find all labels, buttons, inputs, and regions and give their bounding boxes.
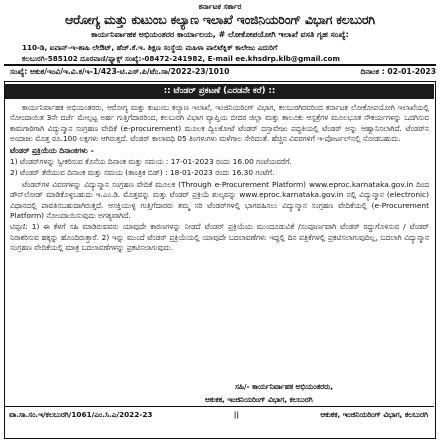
notice-body [10,103,429,255]
notice-box [4,81,436,439]
header-divider [4,64,436,66]
notice-paragraph-1: ಕಾರ್ಯನಿರ್ವಾಹಕ ಅಭಿಯಂತರರು, ಆರೋಗ್ಯ ಮತ್ತು ಕುಟುಂಬ ಕಲ್ಯಾಣ ಇಲಾಖೆ, ಇಂಜಿನಿಯರಿಂಗ್ ವಿಭಾಗ, ಕಲಬುರಗಿರವರಿಂದ ಕರ್ನಾಟಕ ಲೋಕೋಪಯೋಗಿ ಇಲಾಖೆಯಲ್ಲಿ ನೋಂದಾಯಿತ 3ನೇ ದರ್ಜೆ ಮೇಲ್ಪಟ್ಟ ಅರ್ಹ ಗುತ್ತಿಗೆದಾರರಿಂದ, ಕಲಬುರಗಿ ವಿಭಾಗ ವ್ಯಾಪ್ತಿಯ ಬೀದರ ಜಿಲ್ಲಾ ಮತ್ತು ತಾಲೂಕು ಆಸ್ಪತ್ರೆಗಳ ಮೂಲಭೂತ ಸೌಕರ್ಯಗಳನ್ನು ಒದಗಿಸುವ ಕಾಮಗಾರಿಗಾಗಿ ವಿದ್ಯುನ್ಮಾನ ಸಂಗ್ರಹಣ ವೇದಿಕೆ (e-procurement) ಮೂಲಕ ದ್ವಿಲಕೋಟೆ ಟೆಂಡರ್ ದಸ್ತಾವೇಜು ಪದ್ಧತಿಯಲ್ಲಿ ಟೆಂಡರ್ ಅನ್ನು ಆಹ್ವಾನಿಸಲಾಗಿದೆ. ಟೆಂಡರ್‌ನ ಅಂದಾಜು ಮೊತ್ತ ರೂ.100 ಲಕ್ಷಗಳು ಆಗಿರುತ್ತದೆ. ಟೆಂಡರ್ ಕಾಲಾವಧಿ 05 ತಿಂಗಳುಗಳು ಮಳೆಗಾಲ ಸೇರಿದಂತೆ. ಹೆಚ್ಚಿನ ವಿವರಗಳಿಗೆ ಇ-ಪೋರ್ಟಲ್‌ನಲ್ಲಿ ನೋಡಬಹುದು. [10,103,429,144]
signature-line-1: ಸಹಿ/- ಕಾರ್ಯನಿರ್ವಾಹಕ ಅಭಿಯಂತರರು, [235,382,333,391]
footer-row [9,410,428,420]
notice-paragraph-2: ಟೆಂಡರ್‌ಗಳ ವಿವರಗಳನ್ನು ವಿದ್ಯುನ್ಮಾನ ಸಂಗ್ರಹಣ ವೇದಿಕೆ ಮೂಲಕ (Through e-Procurement Platform) www.eproc.karnataka.gov.in ದಿಂದ ಡೌನ್‌ಲೋಡ್ ಮಾಡಿಕೊಳ್ಳಬಹುದು ಇ.ಎಂ.ಡಿ. ಮೊತ್ತವನ್ನು ಮತ್ತು ಟೆಂಡರ್ ಪ್ರಕ್ರಿಯೆ ಶುಲ್ಕವನ್ನು www.eproc.karnataka.gov.in ನಲ್ಲಿ ವಿದ್ಯುನ್ಮಾನ (electronic) ವಿಧಾನದಲ್ಲಿ ಪಾವತಿಸಬಹುದಾಗಿರುತ್ತದೆ. ಆಸಕ್ತಿಯುಳ್ಳ ಗುತ್ತಿಗೆದಾರರು ತಮ್ಮ ಸರಿ ಟೆಂಡರ್‌ಗಳಲ್ಲಿ ಭಾಗವಹಿಸಲು ವಿದ್ಯುನ್ಮಾನ ಸಂಗ್ರಹಣ ವೇದಿಕೆಯಲ್ಲಿ (e-Procurement Platform) ನೋಂದಾಯಿಸುವುದು ಅಗತ್ಯವಾಗಿದೆ. [10,179,429,221]
signature-line-2: ಆಕುಕಕ, ಇಂಜಿನಿಯರಿಂಗ್ ವಿಭಾಗ, ಕಲಬುರಗಿ [205,395,313,404]
footer-divider [5,406,434,407]
reference-number: ಸಂಖ್ಯೆ: ಆಕುಕ/ಇಂವಿ/ಇ.ವಿ.ಕ/ಇ-1/423-ಟಿ.ಎಸ್.ಪಿ/ಟೆಂ.ಸಾ/2022-23/1010 [10,67,230,76]
address-line-1: 110-ಡಿ, ಐವಾನ್-ಇ-ಶಾಹಿ ಲೇಔಟ್, ಹೆಚ್.ಕೆ.ಇ. ಶಿಕ್ಷಣ ಸಂಸ್ಥೆಯ ಮಹಿಳಾ ಪಾಲಿಟೆಕ್ನಿಕ್ ಕಾಲೇಜು ಎದುರಿಗೆ [22,43,278,52]
tender-dates-heading: ಟೆಂಡರ್ ಪ್ರಕ್ರಿಯೆಯ ದಿನಾಂಕಗಳು – [10,145,95,155]
tender-date-2: 2) ಟೆಂಡರ್ ತೆರೆಯುವ ದಿನಾಂಕ ಮತ್ತು ಸಮಯ (ತಾಂತ್ರಿಕ ಬಿಡ್) : 18-01-2023 ರಂದು 16.30 ಗಂಟೆಗೆ. [10,168,275,178]
address-line-2: ಕಲಬುರಗಿ-585102 ದೂರವಾಣಿ/ಫ್ಯಾಕ್ಸ್ ಸಂಖ್ಯೆ:-08472-241982, E-mail ee.khsdrp.klb@gmail.com [22,54,340,63]
govt-label: ಕರ್ನಾಟಕ ಸರ್ಕಾರ [198,2,242,11]
reference-row [10,67,436,77]
office-line: ಕಾರ್ಯನಿರ್ವಾಹಕ ಅಭಿಯಂತರರ ಕಾರ್ಯಾಲಯ, # ಲೋಕೋಪಯೋಗಿ ಇಲಾಖೆ ವಸತಿ ಗೃಹ ಸಂಖ್ಯೆ: [91,30,349,39]
notice-heading: :: ಟೆಂಡರ್ ಪ್ರಕಟಣೆ (ಎರಡನೇ ಕರೆ) :: [5,84,434,99]
footer-office: ಆಕುಕಕ, ಇಂಜಿನಿಯರಿಂಗ್ ವಿಭಾಗ, ಕಲಬುರಗಿ [320,410,428,419]
tender-date-1: 1) ಟೆಂಡರ್‌ಗಳನ್ನು ಸ್ವೀಕರಿಸುವ ಕೊನೆಯ ದಿನಾಂಕ ಮತ್ತು ಸಮಯ : 17-01-2023 ರಂದು 16.00 ಗಂಟೆಯವರೆಗೆ. [10,157,292,167]
footer-code: ವಾ.ಸಾ.ಸಂ.ಇ/ಕಲಬುರಗಿ/1061/ಎಂ.ಸಿ.ಎ/2022-23 [9,410,153,419]
notice-note: ಟಿಪ್ಪಣಿ: 1) ಈ ಕೆಳಗೆ ಸಹಿ ಮಾಡಿರುವವರು ಯಾವುದೇ ಕಾರಣಗಳನ್ನು ನೀಡದೆ ಟೆಂಡರ್ ಪ್ರಕ್ರಿಯೆಯ ಮುಂದೂಡುವಿಕೆ /ಸಂಪೂರ್ಣವಾಗಿ ಟೆಂಡರ್ ರದ್ದುಗೊಳಿಸುವ / ಟೆಂಡರ್ ನಿರಾಕರಿಸುವ ಹಕ್ಕನ್ನು ಹೊಂದಿರುತ್ತಾರೆ. 2) ಇನ್ನು ಮುಂದೆ ಟೆಂಡರ್ ಪ್ರಕ್ರಿಯೆಯಲ್ಲಿ ಯಾವುದೇ ಬದಲಾವಣೆಗಳು ಇದ್ದಲ್ಲಿ ದಿನ ಪತ್ರಿಕೆಗಳಲ್ಲಿ ಪ್ರಕಟಿಸಲಾಗುವುದಿಲ್ಲ, ಬದಲಾಗಿ ವಿದ್ಯುನ್ಮಾನ ಸಂಗ್ರಹಣ ವೇದಿಕೆಯಲ್ಲಿ ಮಾತ್ರ ಬದಲಾವಣೆಗಳನ್ನು ಪ್ರಕಟಿಸಲಾಗುವುದು. [10,222,429,253]
reference-date: ದಿನಾಂಕ : 02-01-2023 [360,67,436,76]
footer-separator: || [233,410,240,419]
department-title: ಆರೋಗ್ಯ ಮತ್ತು ಕುಟುಂಬ ಕಲ್ಯಾಣ ಇಲಾಖೆ ಇಂಜಿನಿಯರಿಂಗ್ ವಿಭಾಗ ಕಲಬುರಗಿ [65,12,375,27]
